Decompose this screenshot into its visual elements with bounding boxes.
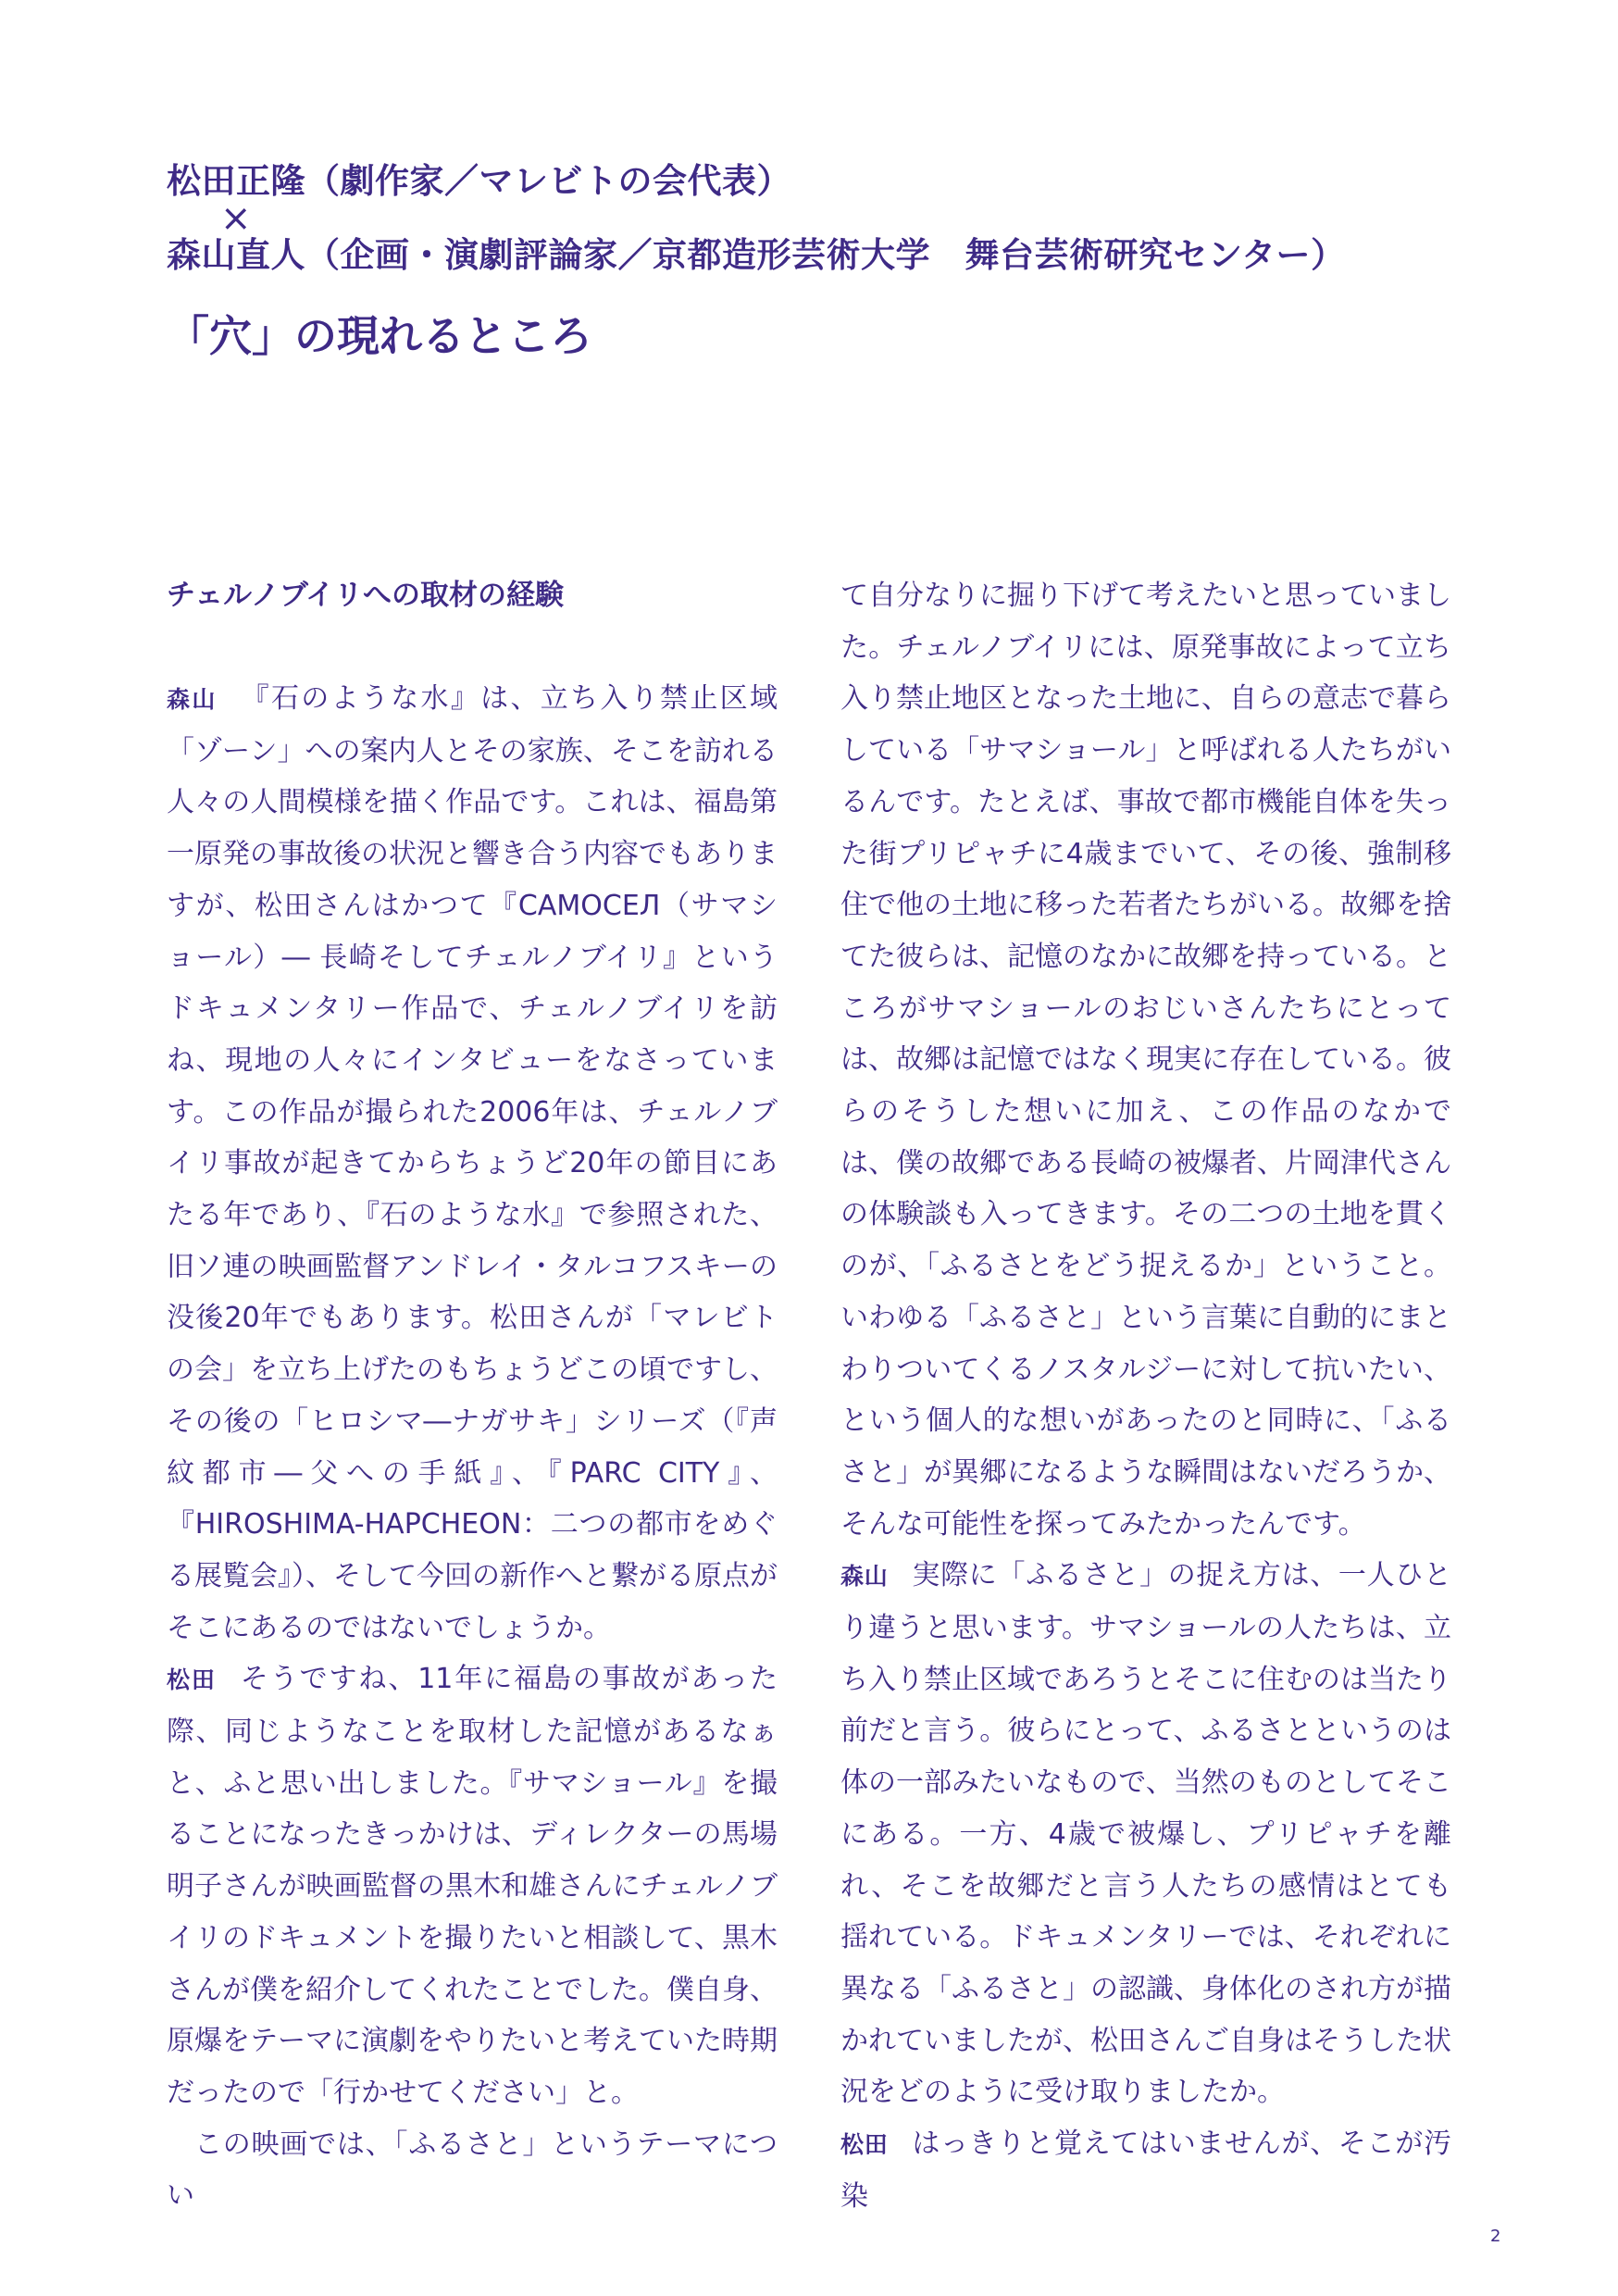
speaker-label: 森山 <box>840 1563 889 1591</box>
paragraph-text: 『石のような水』は、立ち入り禁止区域「ゾーン」への案内人とその家族、そこを訪れる人々の人間模様を描く作品です。これは、福島第一原発の事故後の状況と響き合う内容でもありますが、松田さんはかつて『CAMOCEЛ（サマショール）― 長崎そしてチェルノブイリ』というドキュメンタリー作品で、チェルノブイリを訪ね、現地の人々にインタビューをなさっています。この作品が撮られた2006年は、チェルノブイリ事故が起きてからちょうど20年の節目にあたる年であり、『石のような水』で参照された、旧ソ連の映画監督アンドレイ・タルコフスキーの没後20年でもあります。松田さんが「マレビトの会」を立ち上げたのもちょうどこの頃ですし、その後の「ヒロシマ―ナガサキ」シリーズ（『声紋都市―父への手紙』、『PARC CITY』、『HIROSHIMA-HAPCHEON：二つの都市をめぐる展覧会』）、そして今回の新作へと繋がる原点がそこにあるのではないでしょうか。 <box>167 682 778 1644</box>
article-header <box>167 156 1346 364</box>
dialogue-paragraph <box>840 2118 1451 2222</box>
paragraph-text: 実際に「ふるさと」の捉え方は、一人ひとり違うと思います。サマショールの人たちは、立ち入り禁止区域であろうとそこに住むのは当たり前だと言う。彼らにとって、ふるさとというのは体の一部みたいなもので、当然のものとしてそこにある。一方、4歳で被爆し、プリピャチを離れ、そこを故郷だと言う人たちの感情はとても揺れている。ドキュメンタリーでは、それぞれに異なる「ふるさと」の認識、身体化のされ方が描かれていましたが、松田さんご自身はそうした状況をどのように受け取りましたか。 <box>840 1559 1451 2109</box>
paragraph-text: この映画では、「ふるさと」というテーマについ <box>167 2128 778 2213</box>
article-title: 「穴」の現れるところ <box>167 311 592 361</box>
paragraph-text: て自分なりに掘り下げて考えたいと思っていました。チェルノブイリには、原発事故によって立ち入り禁止地区となった土地に、自らの意志で暮らしている「サマショール」と呼ばれる人たちがいるんです。たとえば、事故で都市機能自体を失った街プリピャチに4歳までいて、その後、強制移住で他の土地に移った若者たちがいる。故郷を捨てた彼らは、記憶のなかに故郷を持っている。ところがサマショールのおじいさんたちにとっては、故郷は記憶ではなく現実に存在している。彼らのそうした想いに加え、この作品のなかでは、僕の故郷である長崎の被爆者、片岡津代さんの体験談も入ってきます。その二つの土地を貫くのが、「ふるさとをどう捉えるか」ということ。いわゆる「ふるさと」という言葉に自動的にまとわりついてくるノスタルジーに対して抗いたい、という個人的な想いがあったのと同時に、「ふるさと」が異郷になるような瞬間はないだろうか、そんな可能性を探ってみたかったんです。 <box>840 580 1451 1541</box>
section-title: チェルノブイリへの取材の経験 <box>167 579 565 612</box>
cross-mark: × <box>220 197 252 240</box>
paragraph-text: はっきりと覚えてはいませんが、そこが汚染 <box>840 2128 1451 2213</box>
speaker-2-heading: 森山直人（企画・演劇評論家／京都造形芸術大学 舞台芸術研究センター） <box>167 235 1346 275</box>
speaker-label: 森山 <box>167 686 218 713</box>
right-column <box>840 570 1451 2223</box>
dialogue-paragraph <box>167 1653 778 2118</box>
dialogue-paragraph <box>840 570 1451 1550</box>
page-number: 2 <box>1490 2227 1501 2246</box>
dialogue-paragraph <box>840 1550 1451 2118</box>
dialogue-paragraph <box>167 673 778 1653</box>
speaker-label: 松田 <box>840 2131 889 2159</box>
paragraph-text: そうですね、11年に福島の事故があった際、同じようなことを取材した記憶があるなぁと、ふと思い出しました。『サマショール』を撮ることになったきっかけは、ディレクターの馬場明子さんが映画監督の黒木和雄さんにチェルノブイリのドキュメントを撮りたいと相談して、黒木さんが僕を紹介してくれたことでした。僕自身、原爆をテーマに演劇をやりたいと考えていた時期だったので「行かせてください」と。 <box>167 1663 778 2109</box>
speaker-label: 松田 <box>167 1666 217 1694</box>
speaker-1-heading: 松田正隆（劇作家／マレビトの会代表） <box>167 161 791 201</box>
dialogue-paragraph <box>167 2119 778 2222</box>
left-column <box>167 570 778 2222</box>
